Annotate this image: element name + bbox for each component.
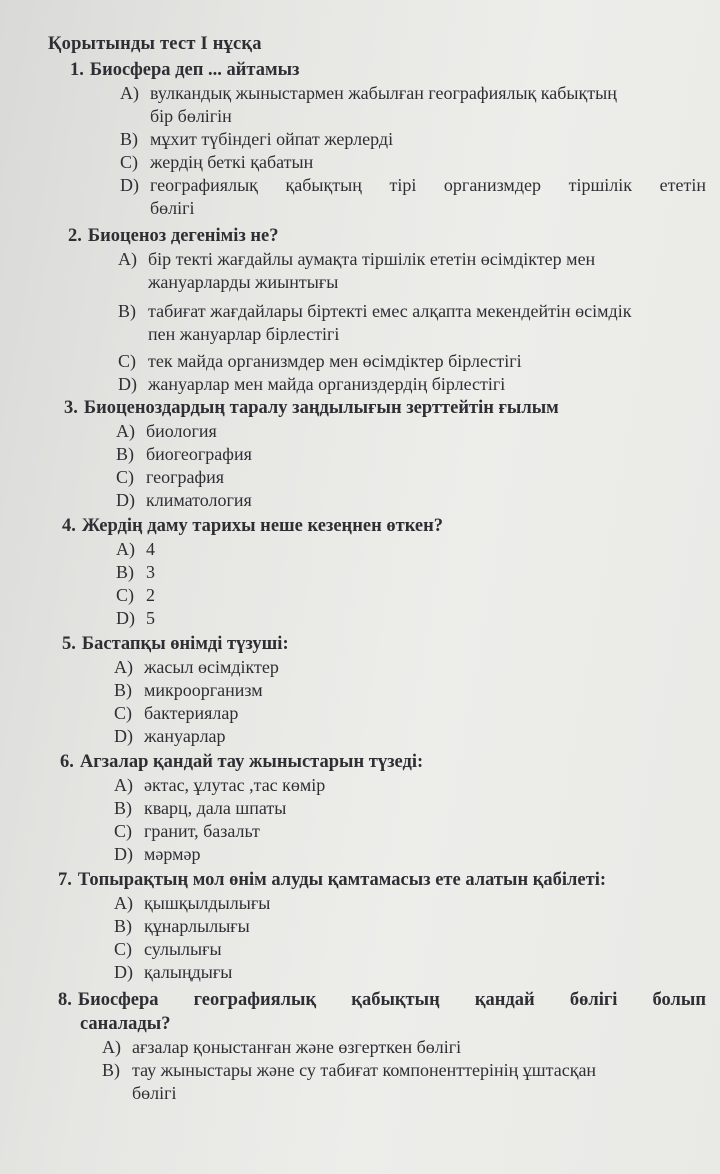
question-number: 3. [64,398,78,418]
option-letter: C) [114,703,132,723]
option-c[interactable] [114,938,706,961]
option-b[interactable] [116,561,706,584]
option-a[interactable] [114,656,706,679]
question-number: 7. [58,870,72,890]
option-text: тау жыныстары және су табиғат компоненттерінің ұштасқан [132,1060,597,1080]
option-letter: B) [114,916,132,936]
option-text: вулкандық жыныстармен жабылған географиялық кабықтың [150,83,617,103]
option-letter: C) [114,939,132,959]
option-text-continued: бөлігі [150,198,195,218]
option-text: кварц, дала шпаты [144,798,287,818]
question-text [48,750,706,774]
option-b[interactable] [118,300,706,346]
option-list [48,892,706,984]
option-a[interactable] [114,892,706,915]
question-number: 2. [68,226,82,246]
option-letter: A) [120,83,139,103]
option-letter: B) [114,798,132,818]
option-letter: B) [114,680,132,700]
option-letter: B) [102,1060,120,1080]
question-text [48,632,706,656]
question-1 [48,58,706,220]
option-d[interactable] [114,961,706,984]
option-letter: C) [114,821,132,841]
option-text: сулылығы [144,939,222,959]
option-letter: A) [114,893,133,913]
option-b[interactable] [116,443,706,466]
option-text: бір текті жағдайлы аумақта тіршілік ететін өсімдіктер мен [148,249,596,269]
question-8 [48,988,706,1105]
option-list [48,656,706,748]
option-letter: A) [116,421,135,441]
question-prompt: Жердің даму тарихы неше кезеңнен өткен? [81,516,444,536]
question-text [48,514,706,538]
option-letter: C) [120,152,138,172]
option-letter: A) [114,775,133,795]
option-text: география [146,467,225,487]
option-letter: C) [116,467,134,487]
question-number: 5. [62,634,76,654]
option-c[interactable] [116,584,706,607]
option-b[interactable] [114,797,706,820]
question-6 [48,750,706,866]
test-title: Қорытынды тест I нұсқа [48,34,262,54]
option-text: биология [146,421,217,441]
option-text: қышқылдылығы [144,893,271,913]
question-text [48,58,706,82]
question-text [48,224,706,248]
option-letter: D) [116,490,135,510]
question-7 [48,868,706,984]
question-number: 6. [60,752,74,772]
option-letter: D) [114,726,133,746]
option-a[interactable] [102,1036,706,1059]
option-list [48,774,706,866]
option-text: жердің беткі қабатын [150,152,314,172]
option-text: географиялық қабықтың тірі организмдер тіршілік ететін [150,175,706,195]
option-letter: C) [118,351,136,371]
option-text: құнарлылығы [144,916,250,936]
option-text-continued: пен жануарлар бірлестігі [148,324,340,344]
option-letter: C) [116,585,134,605]
question-text [48,988,706,1012]
option-letter: A) [114,657,133,677]
option-letter: A) [102,1037,121,1057]
option-text: табиғат жағдайлары біртекті емес алқапта мекендейтін өсімдік [148,301,632,321]
option-a[interactable] [114,774,706,797]
option-list [48,538,706,630]
option-letter: D) [120,175,139,195]
question-2 [48,224,706,396]
option-letter: D) [114,844,133,864]
option-c[interactable] [118,350,706,373]
option-letter: B) [116,562,134,582]
question-prompt: Агзалар қандай тау жыныстарын түзеді: [79,752,424,772]
option-letter: D) [116,608,135,628]
option-b[interactable] [102,1059,706,1105]
option-text: жануарлар [144,726,226,746]
option-text: тек майда организмдер мен өсімдіктер бірлестігі [148,351,522,371]
option-b[interactable] [120,128,706,151]
option-d[interactable] [116,489,706,512]
option-letter: A) [116,539,135,559]
question-3 [48,396,706,512]
option-a[interactable] [120,82,706,128]
question-prompt: Топырақтың мол өнім алуды қамтамасыз ете алатын қабілеті: [77,870,607,890]
option-letter: D) [118,374,137,394]
option-text: мұхит түбіндегі ойпат жерлерді [150,129,394,149]
option-text: жануарлар мен майда организдердің бірлестігі [148,374,506,394]
option-a[interactable] [118,248,706,294]
option-text: биогеография [146,444,252,464]
question-number: 8. [58,990,72,1010]
option-text: 2 [146,585,155,605]
question-prompt: Биосфера географиялық қабықтың қандай бөлігі болып [77,990,706,1010]
question-prompt: Бастапқы өнімді түзуші: [81,634,289,654]
option-text: 3 [146,562,155,582]
option-text: әктас, ұлутас ,тас көмір [144,775,326,795]
option-c[interactable] [114,820,706,843]
option-list [48,82,706,220]
option-text: қалыңдығы [144,962,233,982]
option-text: микроорганизм [144,680,263,700]
option-letter: B) [118,301,136,321]
option-d[interactable] [114,843,706,866]
option-text: 5 [146,608,155,628]
question-4 [48,514,706,630]
option-letter: D) [114,962,133,982]
option-list [48,248,706,396]
option-c[interactable] [114,702,706,725]
option-c[interactable] [120,151,706,174]
option-letter: A) [118,249,137,269]
question-prompt-continued: саналады? [80,1014,171,1034]
option-b[interactable] [114,915,706,938]
option-d[interactable] [116,607,706,630]
option-letter: B) [120,129,138,149]
option-text: бактериялар [144,703,239,723]
option-d[interactable] [120,174,706,220]
option-text: гранит, базальт [144,821,260,841]
option-a[interactable] [116,420,706,443]
option-b[interactable] [114,679,706,702]
option-a[interactable] [116,538,706,561]
option-text-continued: бір бөлігін [150,106,232,126]
question-5 [48,632,706,748]
question-number: 1. [70,60,84,80]
option-letter: B) [116,444,134,464]
option-text: климатология [146,490,252,510]
option-text-continued: жануарларды жиынтығы [148,272,339,292]
question-text [48,396,706,420]
question-prompt: Биосфера деп ... айтамыз [89,60,300,80]
option-c[interactable] [116,466,706,489]
question-text [48,868,706,892]
question-number: 4. [62,516,76,536]
option-list [48,420,706,512]
question-prompt: Биоценоздардың таралу заңдылығын зерттейтін ғылым [83,398,559,418]
option-list [48,1036,706,1105]
option-text-continued: бөлігі [132,1083,177,1103]
option-d[interactable] [114,725,706,748]
option-text: ағзалар қоныстанған және өзгерткен бөлігі [132,1037,462,1057]
option-text: мәрмәр [144,844,201,864]
option-text: жасыл өсімдіктер [144,657,279,677]
option-text: 4 [146,539,155,559]
question-prompt: Биоценоз дегеніміз не? [87,226,279,246]
option-d[interactable] [118,373,706,396]
